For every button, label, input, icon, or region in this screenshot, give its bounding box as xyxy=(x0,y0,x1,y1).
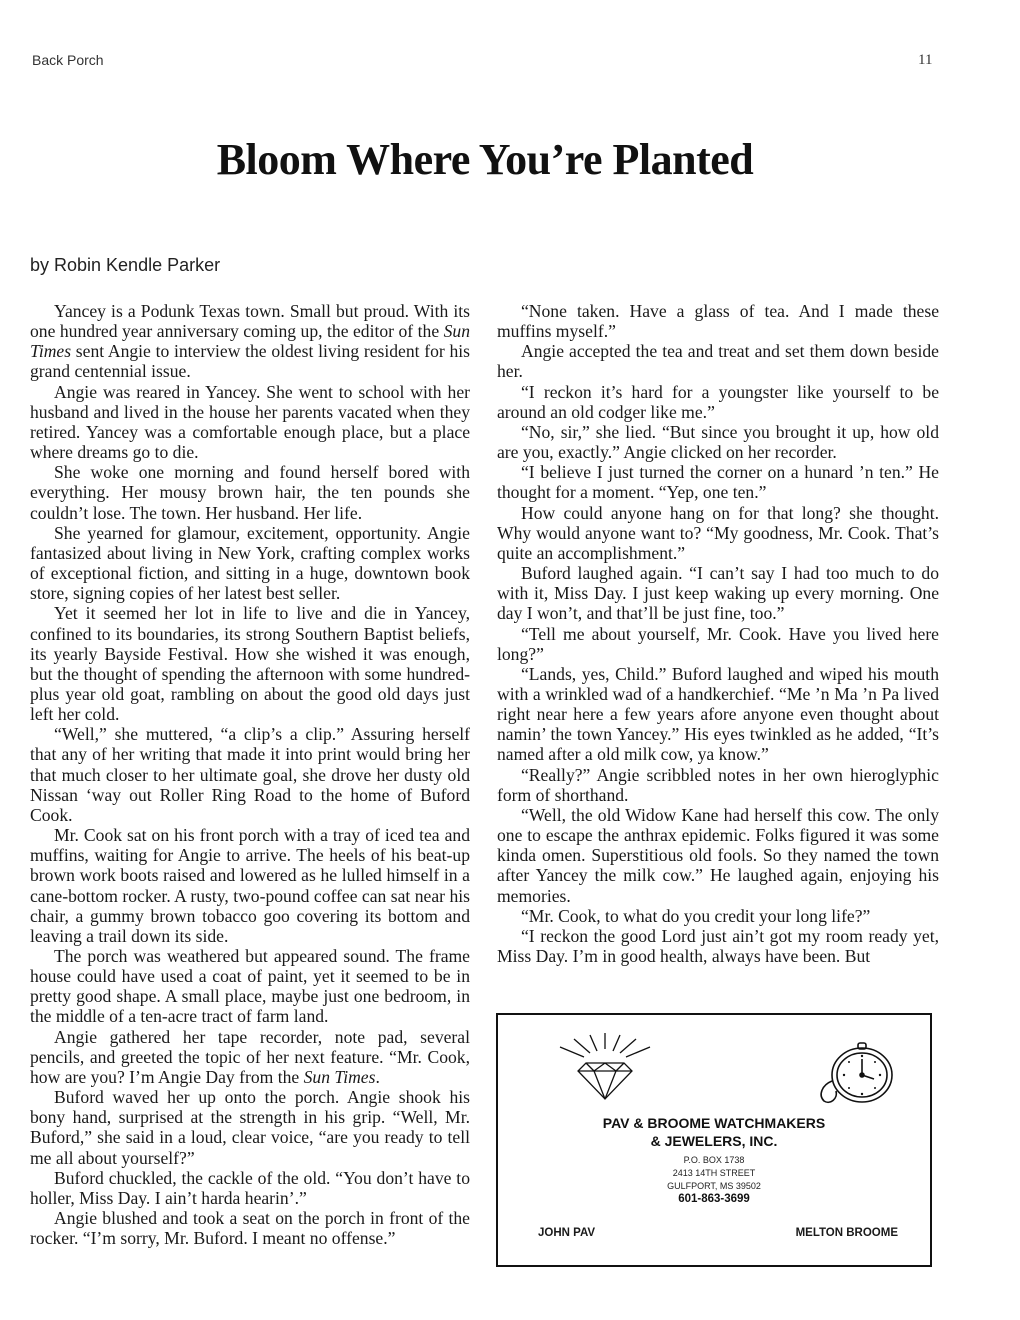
article-title: Bloom Where You’re Planted xyxy=(216,135,754,184)
ad-company-line2: & JEWELERS, INC. xyxy=(650,1133,778,1149)
publication-name: Sun Times xyxy=(30,321,470,362)
article-paragraph: “Well,” she muttered, “a clip’s a clip.” Assuring herself that any of her writing that made it into print would bring her that much closer to her ultimate goal, she drove her dusty old Nissan ‘way out Roller Ring Road to the home of Buford Cook. xyxy=(30,724,470,825)
article-paragraph: “No, sir,” she lied. “But since you brought it up, how old are you, exactly.” Angie clicked on her recorder. xyxy=(497,421,939,463)
article-paragraph: “Mr. Cook, to what do you credit your long life?” xyxy=(521,905,871,926)
page-number: 11 xyxy=(918,52,933,68)
article-paragraph: The porch was weathered but appeared sound. The frame house could have used a coat of paint, yet it seemed to be in pretty good shape. A small place, maybe just one bedroom, in the middle of a ten-acre tract of farm land. xyxy=(30,946,470,1027)
article-paragraph: “None taken. Have a glass of tea. And I made these muffins myself.” xyxy=(497,301,939,342)
ad-address xyxy=(498,1154,930,1193)
diamond-icon xyxy=(550,1033,660,1103)
ad-owner-left: JOHN PAV xyxy=(538,1227,596,1239)
article-paragraph: Buford waved her up onto the porch. Angie shook his bony hand, surprised at the strength in his grip. “Well, Mr. Buford,” she said in a loud, clear voice, “are you ready to tell me all about yourself?” xyxy=(30,1087,470,1168)
page-header-section: Back Porch xyxy=(32,52,104,68)
article-paragraph: Angie accepted the tea and treat and set them down beside her. xyxy=(497,341,939,382)
article-paragraph: “I reckon the good Lord just ain’t got my room ready yet, Miss Day. I’m in good health, always have been. But xyxy=(497,925,939,966)
advertisement xyxy=(496,1013,932,1267)
ad-address-line2: 2413 14TH STREET xyxy=(672,1168,756,1178)
article-column-right xyxy=(497,301,939,966)
article-paragraph: “I reckon it’s hard for a youngster like yourself to be around an old codger like me.” xyxy=(497,381,939,422)
article-paragraph: Angie gathered her tape recorder, note pad, several pencils, and greeted the topic of her next feature. “Mr. Cook, how are you? I’m Angie Day from the Sun Times. xyxy=(30,1026,470,1087)
article-paragraph: Buford chuckled, the cackle of the old. “You don’t have to holler, Miss Day. I ain’t harda hearin’.” xyxy=(30,1167,470,1208)
article-paragraph: Yancey is a Podunk Texas town. Small but proud. With its one hundred year anniversary coming up, the editor of the Sun Times sent Angie to interview the oldest living resident for his grand centennial issue. xyxy=(30,301,470,382)
article-paragraph: Buford laughed again. “I can’t say I had too much to do with it, Miss Day. I just keep waking up every morning. One day I won’t, and that’ll be just fine, too.” xyxy=(497,563,939,624)
article-paragraph: Mr. Cook sat on his front porch with a tray of iced tea and muffins, waiting for Angie to arrive. The heels of his beat-up brown work boots raised and lowered as he lulled himself in a cane-bottom rocker. A rusty, two-pound coffee can sat near his chair, a gummy brown tobacco goo covering its bottom and leaving a trail down its side. xyxy=(30,825,470,946)
ad-owner-right: MELTON BROOME xyxy=(795,1227,898,1239)
ad-company-name xyxy=(498,1114,930,1150)
article-paragraph: “Really?” Angie scribbled notes in her own hieroglyphic form of shorthand. xyxy=(497,764,939,805)
article-paragraph: “Well, the old Widow Kane had herself this cow. The only one to escape the anthrax epidemic. Folks figured it was some kinda omen. Superstitious old fools. So they named the town after Yancey the milk cow.” He laughed again, enjoying his memories. xyxy=(497,804,939,906)
byline: by Robin Kendle Parker xyxy=(30,255,221,275)
article-column-left xyxy=(30,301,470,1248)
ad-phone: 601-863-3699 xyxy=(678,1193,750,1205)
ad-address-line1: P.O. BOX 1738 xyxy=(683,1155,745,1165)
ad-address-line3: GULFPORT, MS 39502 xyxy=(667,1181,761,1191)
article-paragraph: “I believe I just turned the corner on a hunard ’n ten.” He thought for a moment. “Yep, one ten.” xyxy=(497,462,939,503)
article-paragraph: Angie was reared in Yancey. She went to school with her husband and lived in the house her parents vacated when they retired. Yancey was a comfortable enough place, but a place where dreams go to die. xyxy=(30,381,470,463)
article-paragraph: She woke one morning and found herself bored with everything. Her mousy brown hair, the ten pounds she couldn’t lose. The town. Her husband. Her life. xyxy=(30,462,470,523)
article-paragraph: “Lands, yes, Child.” Buford laughed and wiped his mouth with a wrinkled wad of a handkerchief. “Me ’n Ma ’n Pa lived right near here a few years afore anyone even thought about namin’ the town Yancey.” His eyes twinkled as he added, “It’s named after a old milk cow, ya know.” xyxy=(497,663,939,765)
article-paragraph: Angie blushed and took a seat on the porch in front of the rocker. “I’m sorry, Mr. Buford. I meant no offense.” xyxy=(30,1208,470,1249)
article-paragraph: How could anyone hang on for that long? she thought. Why would anyone want to? “My goodness, Mr. Cook. That’s quite an accomplishment.” xyxy=(497,502,939,563)
article-paragraph: She yearned for glamour, excitement, opportunity. Angie fantasized about living in New York, crafting complex works of exceptional fiction, and sitting in a huge, downtown book store, signing copies of her latest best seller. xyxy=(30,522,470,604)
publication-name: Sun Times xyxy=(303,1066,376,1087)
article-paragraph: “Tell me about yourself, Mr. Cook. Have you lived here long?” xyxy=(497,623,939,664)
pocket-watch-icon xyxy=(814,1041,904,1107)
ad-company-line1: PAV & BROOME WATCHMAKERS xyxy=(602,1115,826,1131)
article-paragraph: Yet it seemed her lot in life to live and die in Yancey, confined to its boundaries, its strong Southern Baptist beliefs, its yearly Bayside Festival. How she wished it was enough, but the thought of spending the afternoon with some hundred-plus year old goat, rambling on about the good old days just left her cold. xyxy=(30,603,470,725)
